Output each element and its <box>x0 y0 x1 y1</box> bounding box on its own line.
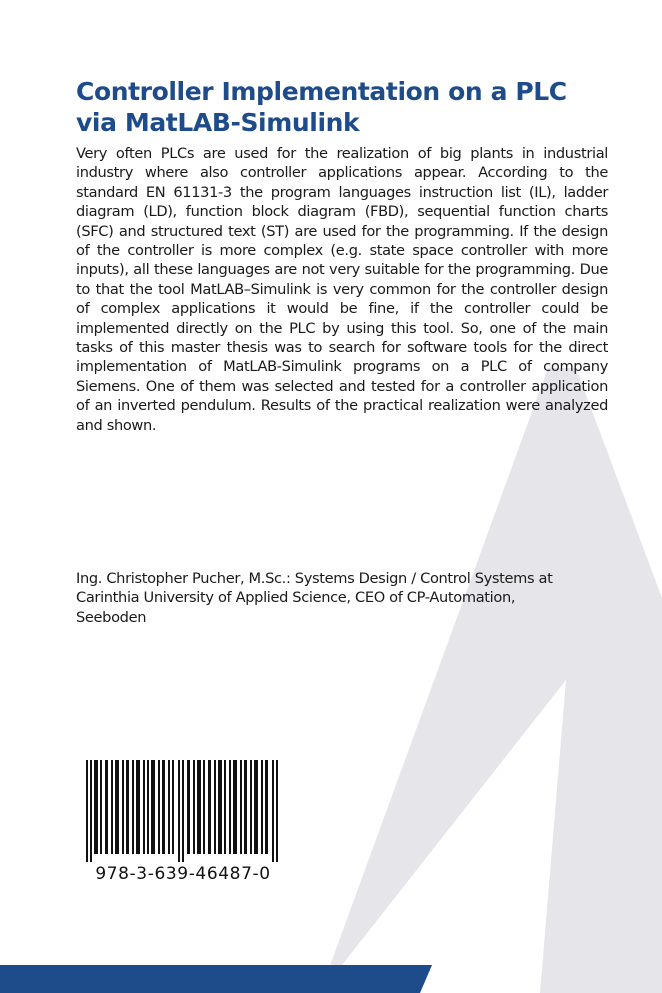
author-line-1: Ing. Christopher Pucher, M.Sc.: Systems Design / Control Systems at <box>76 570 553 587</box>
footer-band <box>0 965 432 993</box>
footer-bar <box>0 965 662 993</box>
logo-chevron-shape <box>320 368 662 993</box>
barcode-area <box>76 752 290 900</box>
isbn-number: 978-3-639-46487-0 <box>95 864 271 884</box>
book-title <box>76 76 616 138</box>
author-line-2: Carinthia University of Applied Science, CEO of CP-Automation, <box>76 589 516 607</box>
abstract-text: Very often PLCs are used for the realization of big plants in industrial industry where also controller applications appear. According to the standard EN 61131-3 the program languages instruction list (IL), ladder diagram (LD), function block diagram (FBD), sequential function charts (SFC) and structured text (ST) are used for the programming. If the design of the controller is more complex (e.g. state space controller with more inputs), all these languages are not very suitable for the programming. Due to that the tool MatLAB–Simulink is very common for the controller design of complex applications it would be fine, if the controller could be implemented directly on the PLC by using this tool. So, one of the main tasks of this master thesis was to search for software tools for the direct implementation of MatLAB-Simulink programs on a PLC of company Siemens. One of them was selected and tested for a controller application of an inverted pendulum. Results of the practical realization were analyzed and shown. <box>76 145 608 434</box>
author-line-3: Seeboden <box>76 608 147 626</box>
barcode-icon <box>84 760 282 862</box>
title-line-2: via MatLAB-Simulink <box>76 108 360 137</box>
author-bio <box>76 569 596 627</box>
title-line-1: Controller Implementation on a PLC <box>76 77 567 106</box>
